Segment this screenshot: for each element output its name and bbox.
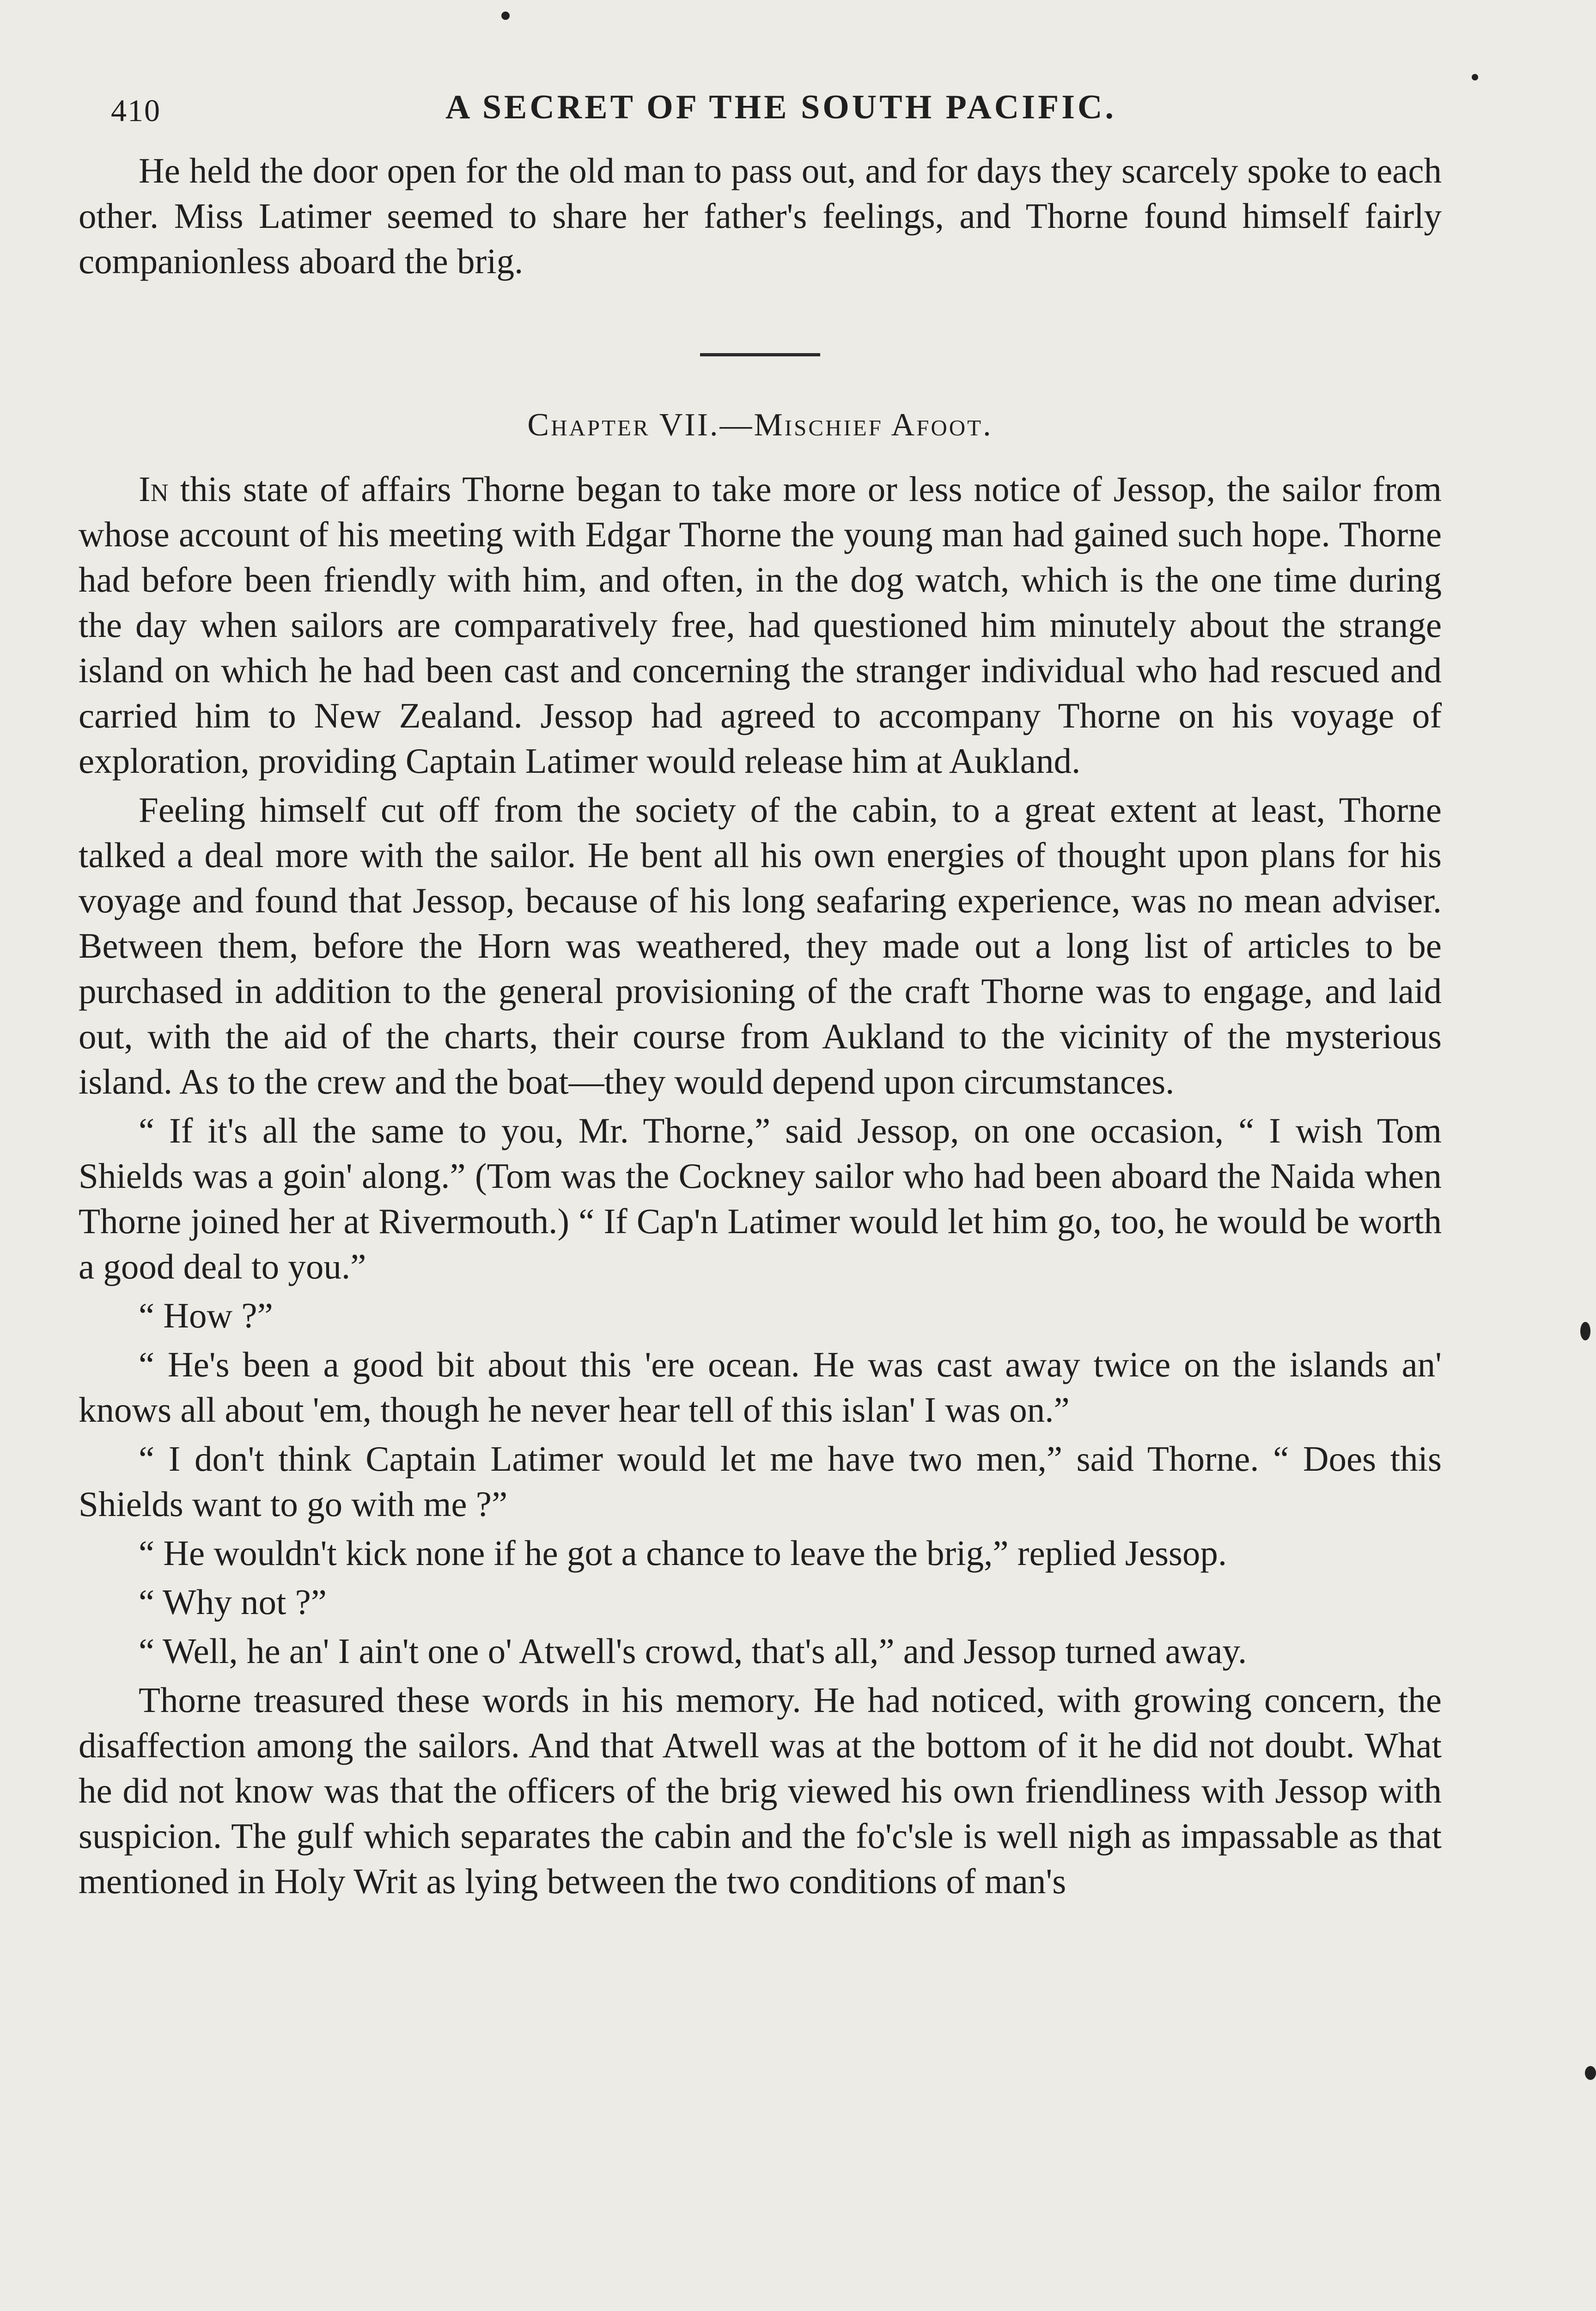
ink-speck bbox=[1580, 1322, 1590, 1340]
page-number: 410 bbox=[111, 93, 161, 128]
ink-speck bbox=[1585, 2066, 1596, 2080]
paragraph bbox=[79, 466, 1442, 783]
paragraph: “ If it's all the same to you, Mr. Thorne,” said Jessop, on one occasion, “ I wish Tom Shields was a goin' along.” (Tom was the Cockney sailor who had been aboard the Naida when Thorne joined her at Rivermouth.) “ If Cap'n Latimer would let him go, too, he would be worth a good deal to you.” bbox=[79, 1111, 1442, 1286]
paragraph: Feeling himself cut off from the society of the cabin, to a great extent at least, Thorne talked a deal more with the sailor. He bent all his own energies of thought upon plans for his voyage and found that Jessop, because of his long seafaring experience, was no mean adviser. Between them, before the Horn was weathered, they made out a long list of articles to be purchased in addition to the general provisioning of the craft Thorne was to engage, and laid out, with the aid of the charts, their course from Aukland to the vicinity of the mysterious island. As to the crew and the boat—they would depend upon circumstances. bbox=[79, 790, 1442, 1101]
running-title: A SECRET OF THE SOUTH PACIFIC. bbox=[445, 88, 1116, 126]
lead-word: In bbox=[139, 469, 169, 509]
page-body bbox=[79, 148, 1442, 1907]
chapter-heading: Chapter VII.—Mischief Afoot. bbox=[527, 407, 993, 443]
paragraph: “ How ?” bbox=[139, 1296, 273, 1335]
paragraph: “ Why not ?” bbox=[139, 1582, 327, 1622]
running-header bbox=[111, 88, 1451, 139]
ink-speck bbox=[1472, 74, 1478, 80]
paragraph: “ I don't think Captain Latimer would let me have two men,” said Thorne. “ Does this Shields want to go with me ?” bbox=[79, 1439, 1442, 1524]
paragraph: Thorne treasured these words in his memory. He had noticed, with growing concern, the disaffection among the sailors. And that Atwell was at the bottom of it he did not doubt. What he did not know was that the officers of the brig viewed his own friendliness with Jessop with suspicion. The gulf which separates the cabin and the fo'c'sle is well nigh as impassable as that mentioned in Holy Writ as lying between the two conditions of man's bbox=[79, 1680, 1442, 1901]
section-divider bbox=[700, 353, 820, 356]
paragraph-text: this state of affairs Thorne began to take more or less notice of Jessop, the sailor from whose account of his meeting with Edgar Thorne the young man had gained such hope. Thorne had before been friendly with him, and often, in the dog watch, which is the one time during the day when sailors are comparatively free, had questioned him minutely about the strange island on which he had been cast and concerning the stranger individual who had rescued and carried him to New Zealand. Jessop had agreed to accompany Thorne on his voyage of exploration, providing Captain Latimer would release him at Aukland. bbox=[79, 469, 1442, 781]
paragraph: “ He wouldn't kick none if he got a chance to leave the brig,” replied Jessop. bbox=[139, 1533, 1227, 1573]
ink-speck bbox=[501, 12, 510, 20]
paragraph: He held the door open for the old man to pass out, and for days they scarcely spoke to each other. Miss Latimer seemed to share her father's feelings, and Thorne found himself fairly companionless aboard the brig. bbox=[79, 151, 1442, 281]
paragraph: “ Well, he an' I ain't one o' Atwell's crowd, that's all,” and Jessop turned away. bbox=[139, 1631, 1247, 1671]
paragraph: “ He's been a good bit about this 'ere ocean. He was cast away twice on the islands an' knows all about 'em, though he never hear tell of this islan' I was on.” bbox=[79, 1345, 1442, 1430]
